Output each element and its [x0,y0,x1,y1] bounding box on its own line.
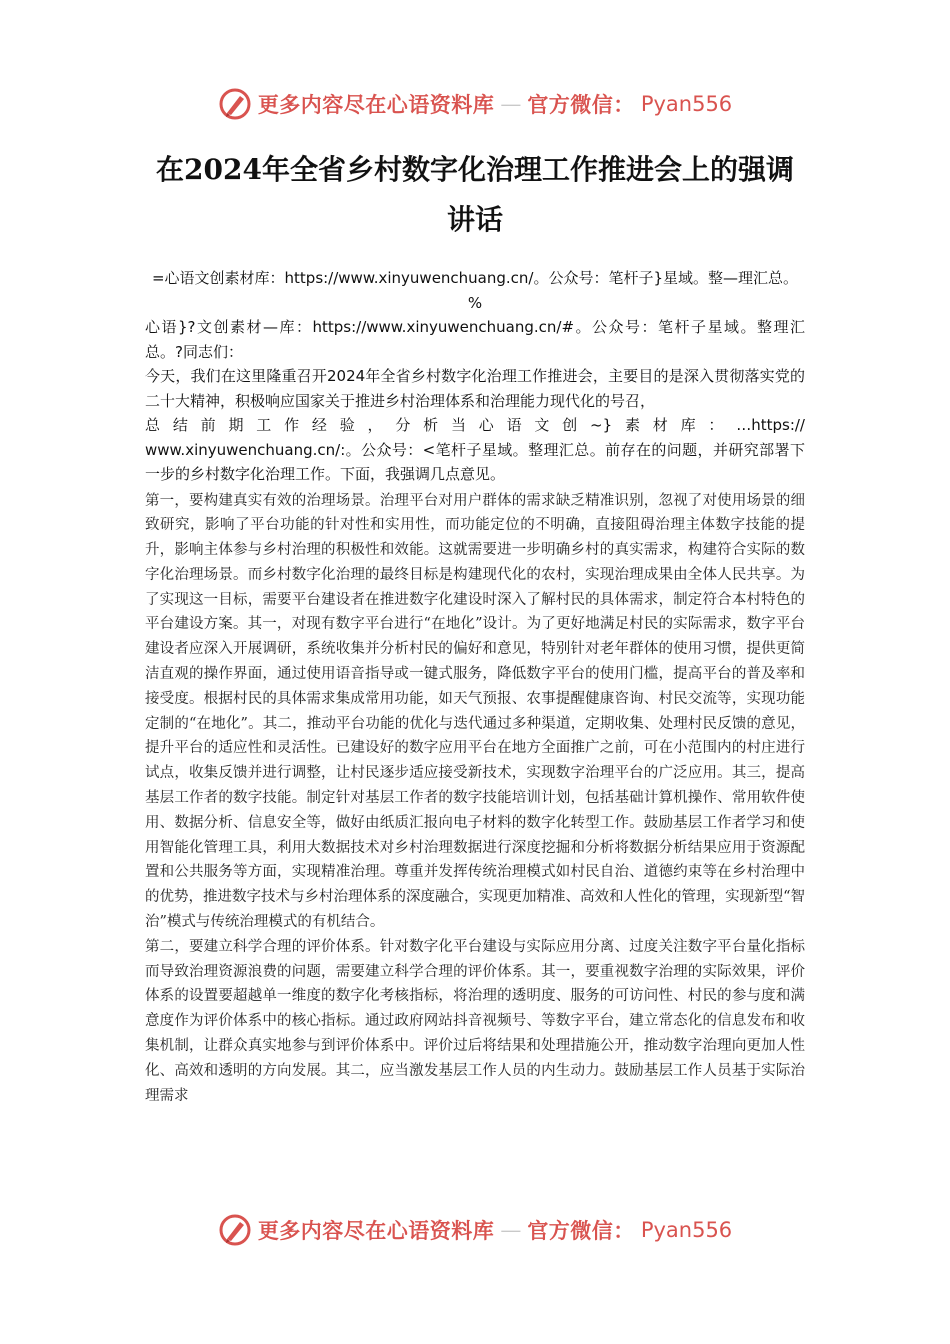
pen-logo-icon [218,1213,252,1247]
watermark-banner-top [0,84,950,124]
banner-separator: — [500,92,522,116]
document-body [145,266,805,1108]
banner-text: 更多内容尽在心语资料库 [257,92,495,117]
banner-wechat-label: 官方微信： [527,1218,635,1243]
banner-text: 更多内容尽在心语资料库 [257,1218,495,1243]
banner-wechat-id: Pyan556 [640,92,733,116]
watermark-banner-bottom [0,1210,950,1250]
intro-paragraph-a: 今天，我们在这里隆重召开2024年全省乡村数字化治理工作推进会，主要目的是深入贯彻落实党的二十大精神，积极响应国家关于推进乡村治理体系和治理能力现代化的号召， [145,367,805,410]
body-paragraph-1: 第一，要构建真实有效的治理场景。治理平台对用户群体的需求缺乏精准识别，忽视了对使用场景的细致研究，影响了平台功能的针对性和实用性，而功能定位的不明确，直接阻碍治理主体数字技能的提升，影响主体参与乡村治理的积极性和效能。这就需要进一步明确乡村的真实需求，构建符合实际的数字化治理场景。而乡村数字化治理的最终目标是构建现代化的农村，实现治理成果由全体人民共享。为了实现这一目标，需要平台建设者在推进数字化建设时深入了解村民的具体需求，制定符合本村特色的平台建设方案。其一，对现有数字平台进行“在地化”设计。为了更好地满足村民的实际需求，数字平台建设者应深入开展调研，系统收集并分析村民的偏好和意见，特别针对老年群体的使用习惯，提供更简洁直观的操作界面，通过使用语音指导或一键式服务，降低数字平台的使用门槛，提高平台的普及率和接受度。根据村民的具体需求集成常用功能，如天气预报、农事提醒健康咨询、村民交流等，实现功能定制的“在地化”。其二，推动平台功能的优化与迭代通过多种渠道，定期收集、处理村民反馈的意见，提升平台的适应性和灵活性。已建设好的数字应用平台在地方全面推广之前，可在小范围内的村庄进行试点，收集反馈并进行调整，让村民逐步适应接受新技术，实现数字治理平台的广泛应用。其三，提高基层工作者的数字技能。制定针对基层工作者的数字技能培训计划，包括基础计算机操作、常用软件使用、数据分析、信息安全等，做好由纸质汇报向电子材料的数字化转型工作。鼓励基层工作者学习和使用智能化管理工具，利用大数据技术对乡村治理数据进行深度挖掘和分析将数据分析结果应用于资源配置和公共服务等方面，实现精准治理。尊重并发挥传统治理模式如村民自治、道德约束等在乡村治理中的优势，推进数字技术与乡村治理体系的深度融合，实现更加精准、高效和人性化的管理，实现新型“智治”模式与传统治理模式的有机结合。 [145,492,805,931]
intro-paragraph-c: www.xinyuwenchuang.cn/:。公众号：<笔杆子星域。整理汇总。前存在的问题，并研究部署下一步的乡村数字化治理工作。下面，我强调几点意见。 [145,440,805,483]
document-title: 在2024年全省乡村数字化治理工作推进会上的强调讲话 [156,153,794,236]
source-note-line-2: 心语}?文创素材—库：https://www.xinyuwenchuang.cn/#。公众号：笔杆子星域。整理汇总。?同志们： [145,318,805,361]
body-paragraph-2: 第二，要建立科学合理的评价体系。针对数字化平台建设与实际应用分离、过度关注数字平台量化指标而导致治理资源浪费的问题，需要建立科学合理的评价体系。其一，要重视数字治理的实际效果，评价体系的设置要超越单一维度的数字化考核指标，将治理的透明度、服务的可访问性、村民的参与度和满意度作为评价体系中的核心指标。通过政府网站抖音视频号、等数字平台，建立常态化的信息发布和收集机制，让群众真实地参与到评价体系中。评价过后将结果和处理措施公开，推动数字治理向更加人性化、高效和透明的方向发展。其二，应当激发基层工作人员的内生动力。鼓励基层工作人员基于实际治理需求 [145,938,805,1104]
banner-separator: — [500,1218,522,1242]
pen-logo-icon [218,87,252,121]
banner-wechat-id: Pyan556 [640,1218,733,1242]
source-note-line-1: =心语文创素材库：https://www.xinyuwenchuang.cn/。公众号：笔杆子}星域。整—理汇总。% [151,269,799,312]
intro-paragraph-b: 总结前期工作经验，分析当心语文创~}素材库：…https:// [145,416,805,434]
banner-wechat-label: 官方微信： [527,92,635,117]
